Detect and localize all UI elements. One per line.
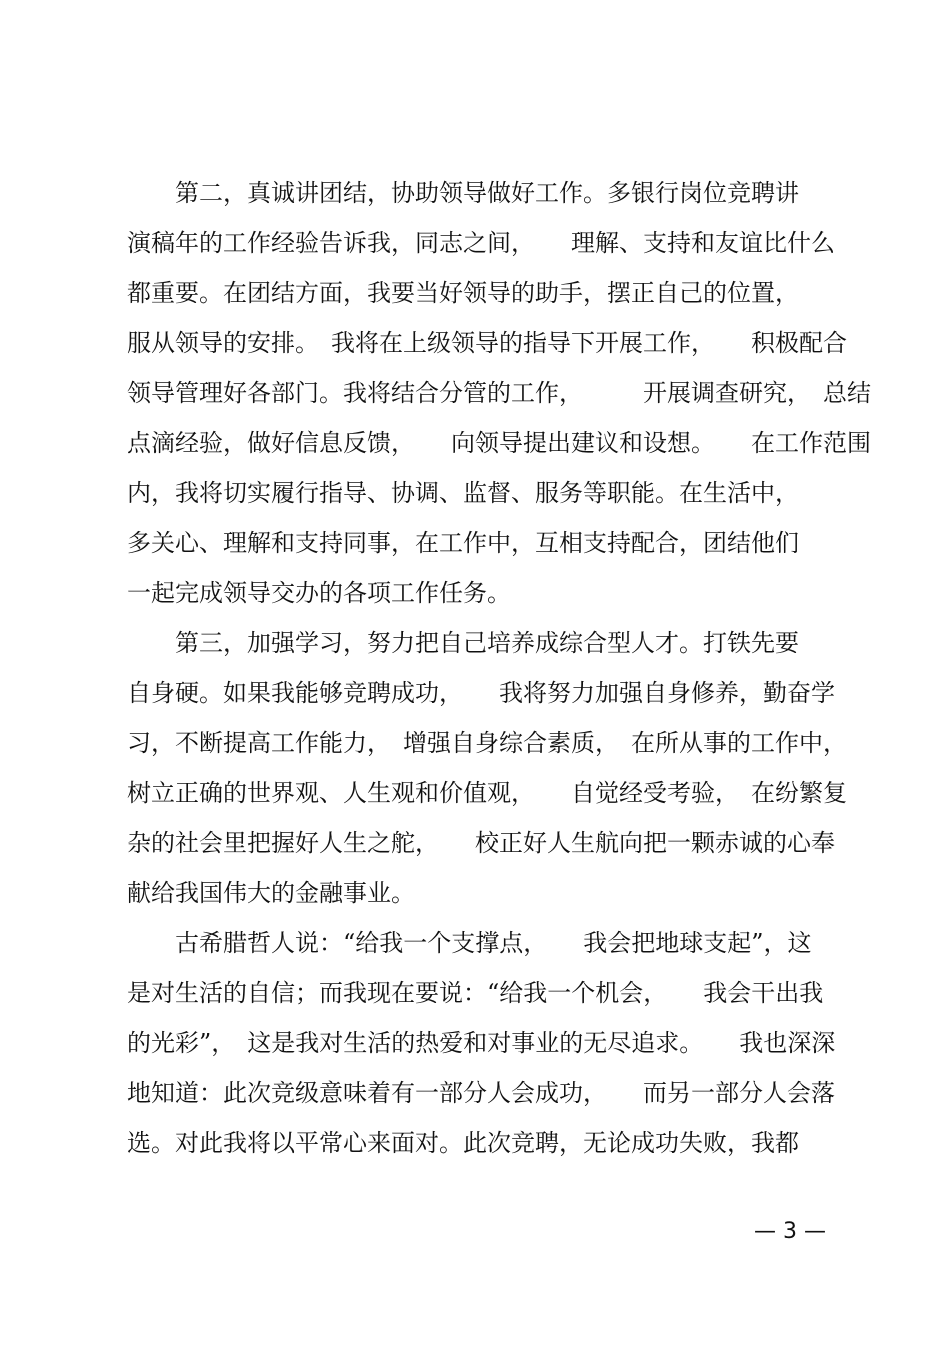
text-line: 地知道：此次竞级意味着有一部分人会成功， 而另一部分人会落 — [127, 1079, 835, 1107]
text-line: 的光彩”， 这是我对生活的热爱和对事业的无尽追求。 我也深深 — [127, 1029, 836, 1057]
text-line: 都重要。在团结方面，我要当好领导的助手，摆正自己的位置， — [127, 279, 799, 307]
text-line: 古希腊哲人说：“给我一个支撑点， 我会把地球支起”，这 — [127, 929, 812, 957]
text-line: 内，我将切实履行指导、协调、监督、服务等职能。在生活中， — [127, 479, 799, 507]
text-line: 第二，真诚讲团结，协助领导做好工作。多银行岗位竞聘讲 — [127, 179, 799, 207]
text-line: 习，不断提高工作能力， 增强自身综合素质， 在所从事的工作中， — [127, 729, 847, 757]
text-line: 多关心、理解和支持同事，在工作中，互相支持配合，团结他们 — [127, 529, 799, 557]
text-line: 演稿年的工作经验告诉我，同志之间， 理解、支持和友谊比什么 — [127, 229, 835, 257]
page-number: — 3 — — [754, 1219, 826, 1244]
text-line: 选。对此我将以平常心来面对。此次竞聘，无论成功失败，我都 — [127, 1129, 799, 1157]
text-line: 领导管理好各部门。我将结合分管的工作， 开展调查研究， 总结 — [127, 379, 871, 407]
text-line: 一起完成领导交办的各项工作任务。 — [127, 579, 511, 607]
text-line: 点滴经验，做好信息反馈， 向领导提出建议和设想。 在工作范围 — [127, 429, 871, 457]
text-line: 自身硬。如果我能够竞聘成功， 我将努力加强自身修养，勤奋学 — [127, 679, 835, 707]
text-line: 第三，加强学习，努力把自己培养成综合型人才。打铁先要 — [127, 629, 799, 657]
text-line: 献给我国伟大的金融事业。 — [127, 879, 415, 907]
text-line: 杂的社会里把握好人生之舵， 校正好人生航向把一颗赤诚的心奉 — [127, 829, 835, 857]
text-line: 树立正确的世界观、人生观和价值观， 自觉经受考验， 在纷繁复 — [127, 779, 847, 807]
text-line: 是对生活的自信；而我现在要说：“给我一个机会， 我会干出我 — [127, 979, 824, 1007]
text-line: 服从领导的安排。 我将在上级领导的指导下开展工作， 积极配合 — [127, 329, 847, 357]
